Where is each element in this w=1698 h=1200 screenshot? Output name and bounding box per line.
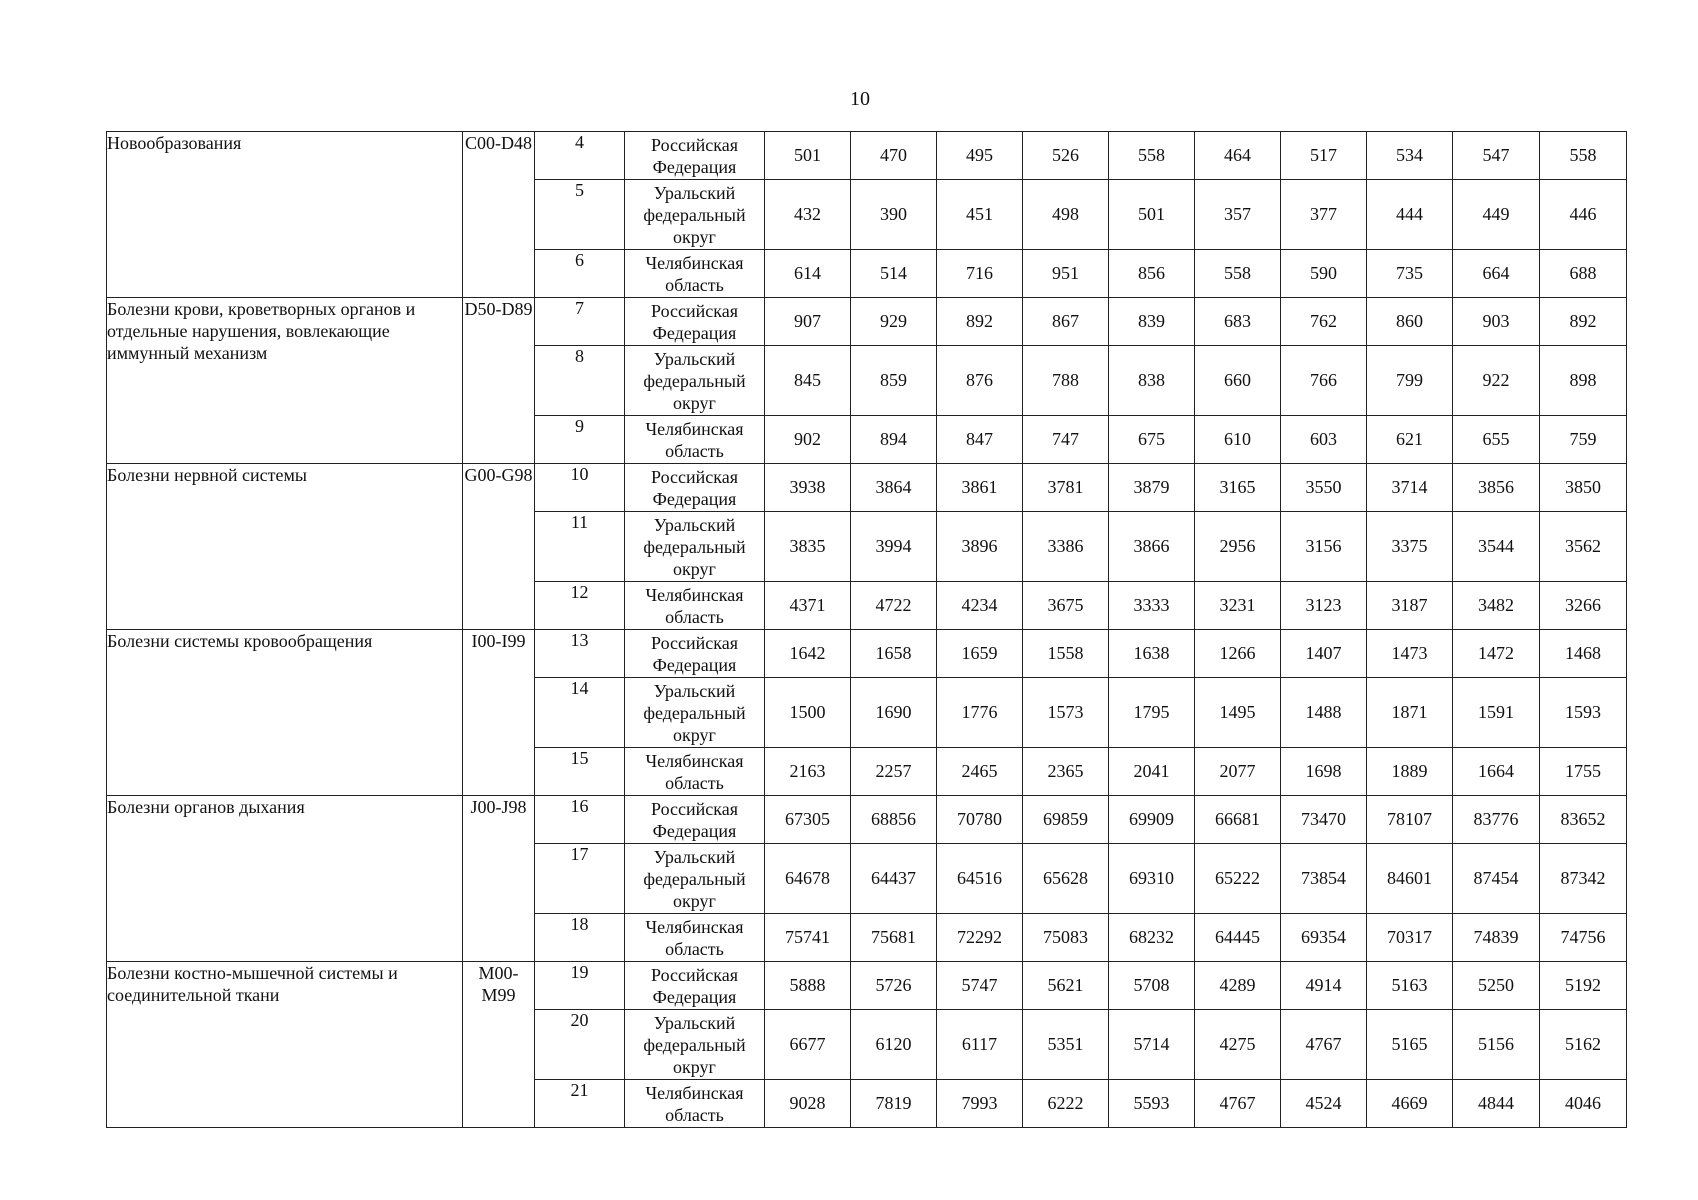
value-cell: 5250: [1453, 962, 1540, 1010]
disease-name-cell: Болезни крови, кроветворных органов и отдельные нарушения, вовлекающие иммунный механизм: [107, 298, 463, 464]
value-cell: 390: [851, 180, 937, 250]
value-cell: 3781: [1023, 464, 1109, 512]
value-cell: 1698: [1281, 748, 1367, 796]
value-cell: 898: [1540, 346, 1627, 416]
value-cell: 4844: [1453, 1080, 1540, 1128]
value-cell: 69859: [1023, 796, 1109, 844]
value-cell: 5351: [1023, 1010, 1109, 1080]
row-number-cell: 11: [535, 512, 625, 582]
page-number: 10: [850, 88, 870, 110]
icd-code-cell: C00-D48: [463, 132, 535, 298]
icd-code-cell: M00-M99: [463, 962, 535, 1128]
value-cell: 64678: [765, 844, 851, 914]
value-cell: 470: [851, 132, 937, 180]
table-row: [107, 298, 1627, 346]
value-cell: 451: [937, 180, 1023, 250]
row-number-cell: 15: [535, 748, 625, 796]
value-cell: 449: [1453, 180, 1540, 250]
value-cell: 501: [765, 132, 851, 180]
value-cell: 1755: [1540, 748, 1627, 796]
value-cell: 660: [1195, 346, 1281, 416]
row-number-cell: 18: [535, 914, 625, 962]
value-cell: 688: [1540, 250, 1627, 298]
icd-code-cell: J00-J98: [463, 796, 535, 962]
region-cell: Российская Федерация: [625, 962, 765, 1010]
row-number-cell: 12: [535, 582, 625, 630]
disease-name-cell: Болезни нервной системы: [107, 464, 463, 630]
value-cell: 83652: [1540, 796, 1627, 844]
value-cell: 1495: [1195, 678, 1281, 748]
value-cell: 3562: [1540, 512, 1627, 582]
value-cell: 1472: [1453, 630, 1540, 678]
region-cell: Российская Федерация: [625, 132, 765, 180]
value-cell: 446: [1540, 180, 1627, 250]
value-cell: 2956: [1195, 512, 1281, 582]
value-cell: 73470: [1281, 796, 1367, 844]
value-cell: 5165: [1367, 1010, 1453, 1080]
value-cell: 1638: [1109, 630, 1195, 678]
value-cell: 432: [765, 180, 851, 250]
region-cell: Челябинская область: [625, 1080, 765, 1128]
value-cell: 558: [1109, 132, 1195, 180]
value-cell: 514: [851, 250, 937, 298]
value-cell: 495: [937, 132, 1023, 180]
value-cell: 5163: [1367, 962, 1453, 1010]
value-cell: 1889: [1367, 748, 1453, 796]
value-cell: 2163: [765, 748, 851, 796]
value-cell: 75681: [851, 914, 937, 962]
value-cell: 716: [937, 250, 1023, 298]
row-number-cell: 21: [535, 1080, 625, 1128]
region-cell: Уральский федеральный округ: [625, 844, 765, 914]
value-cell: 78107: [1367, 796, 1453, 844]
value-cell: 683: [1195, 298, 1281, 346]
value-cell: 3938: [765, 464, 851, 512]
value-cell: 84601: [1367, 844, 1453, 914]
value-cell: 1659: [937, 630, 1023, 678]
value-cell: 838: [1109, 346, 1195, 416]
value-cell: 1488: [1281, 678, 1367, 748]
value-cell: 69310: [1109, 844, 1195, 914]
value-cell: 4669: [1367, 1080, 1453, 1128]
value-cell: 1593: [1540, 678, 1627, 748]
value-cell: 5162: [1540, 1010, 1627, 1080]
disease-name-cell: Новообразования: [107, 132, 463, 298]
value-cell: 1558: [1023, 630, 1109, 678]
value-cell: 75741: [765, 914, 851, 962]
value-cell: 3266: [1540, 582, 1627, 630]
value-cell: 1468: [1540, 630, 1627, 678]
table-row: [107, 464, 1627, 512]
value-cell: 517: [1281, 132, 1367, 180]
value-cell: 907: [765, 298, 851, 346]
row-number-cell: 4: [535, 132, 625, 180]
value-cell: 70317: [1367, 914, 1453, 962]
value-cell: 903: [1453, 298, 1540, 346]
value-cell: 3482: [1453, 582, 1540, 630]
value-cell: 4524: [1281, 1080, 1367, 1128]
value-cell: 7993: [937, 1080, 1023, 1128]
value-cell: 5888: [765, 962, 851, 1010]
value-cell: 610: [1195, 416, 1281, 464]
value-cell: 74839: [1453, 914, 1540, 962]
value-cell: 534: [1367, 132, 1453, 180]
disease-name-cell: Болезни системы кровообращения: [107, 630, 463, 796]
value-cell: 464: [1195, 132, 1281, 180]
disease-name-cell: Болезни органов дыхания: [107, 796, 463, 962]
table-row: [107, 962, 1627, 1010]
value-cell: 621: [1367, 416, 1453, 464]
value-cell: 3896: [937, 512, 1023, 582]
value-cell: 5726: [851, 962, 937, 1010]
value-cell: 3856: [1453, 464, 1540, 512]
value-cell: 747: [1023, 416, 1109, 464]
region-cell: Челябинская область: [625, 914, 765, 962]
row-number-cell: 14: [535, 678, 625, 748]
region-cell: Российская Федерация: [625, 630, 765, 678]
value-cell: 759: [1540, 416, 1627, 464]
region-cell: Челябинская область: [625, 416, 765, 464]
value-cell: 1573: [1023, 678, 1109, 748]
value-cell: 83776: [1453, 796, 1540, 844]
value-cell: 75083: [1023, 914, 1109, 962]
value-cell: 1500: [765, 678, 851, 748]
value-cell: 501: [1109, 180, 1195, 250]
value-cell: 4234: [937, 582, 1023, 630]
row-number-cell: 20: [535, 1010, 625, 1080]
value-cell: 614: [765, 250, 851, 298]
value-cell: 444: [1367, 180, 1453, 250]
value-cell: 1664: [1453, 748, 1540, 796]
row-number-cell: 7: [535, 298, 625, 346]
value-cell: 72292: [937, 914, 1023, 962]
value-cell: 860: [1367, 298, 1453, 346]
value-cell: 5593: [1109, 1080, 1195, 1128]
value-cell: 892: [937, 298, 1023, 346]
value-cell: 2041: [1109, 748, 1195, 796]
value-cell: 87342: [1540, 844, 1627, 914]
row-number-cell: 16: [535, 796, 625, 844]
value-cell: 4371: [765, 582, 851, 630]
value-cell: 4722: [851, 582, 937, 630]
value-cell: 4046: [1540, 1080, 1627, 1128]
value-cell: 922: [1453, 346, 1540, 416]
value-cell: 845: [765, 346, 851, 416]
value-cell: 3879: [1109, 464, 1195, 512]
value-cell: 766: [1281, 346, 1367, 416]
value-cell: 1407: [1281, 630, 1367, 678]
value-cell: 1658: [851, 630, 937, 678]
value-cell: 603: [1281, 416, 1367, 464]
value-cell: 3375: [1367, 512, 1453, 582]
value-cell: 3864: [851, 464, 937, 512]
value-cell: 3714: [1367, 464, 1453, 512]
row-number-cell: 17: [535, 844, 625, 914]
value-cell: 69354: [1281, 914, 1367, 962]
value-cell: 6222: [1023, 1080, 1109, 1128]
value-cell: 2077: [1195, 748, 1281, 796]
value-cell: 65628: [1023, 844, 1109, 914]
value-cell: 735: [1367, 250, 1453, 298]
value-cell: 498: [1023, 180, 1109, 250]
value-cell: 67305: [765, 796, 851, 844]
value-cell: 3550: [1281, 464, 1367, 512]
value-cell: 73854: [1281, 844, 1367, 914]
value-cell: 2365: [1023, 748, 1109, 796]
value-cell: 64437: [851, 844, 937, 914]
value-cell: 762: [1281, 298, 1367, 346]
value-cell: 3850: [1540, 464, 1627, 512]
value-cell: 5747: [937, 962, 1023, 1010]
value-cell: 70780: [937, 796, 1023, 844]
value-cell: 3994: [851, 512, 937, 582]
value-cell: 68856: [851, 796, 937, 844]
value-cell: 5708: [1109, 962, 1195, 1010]
value-cell: 65222: [1195, 844, 1281, 914]
row-number-cell: 8: [535, 346, 625, 416]
row-number-cell: 6: [535, 250, 625, 298]
value-cell: 3866: [1109, 512, 1195, 582]
value-cell: 69909: [1109, 796, 1195, 844]
value-cell: 1642: [765, 630, 851, 678]
value-cell: 9028: [765, 1080, 851, 1128]
region-cell: Уральский федеральный округ: [625, 512, 765, 582]
value-cell: 664: [1453, 250, 1540, 298]
value-cell: 64516: [937, 844, 1023, 914]
value-cell: 1795: [1109, 678, 1195, 748]
morbidity-table: [106, 131, 1627, 1128]
value-cell: 1871: [1367, 678, 1453, 748]
value-cell: 526: [1023, 132, 1109, 180]
row-number-cell: 9: [535, 416, 625, 464]
value-cell: 876: [937, 346, 1023, 416]
value-cell: 2465: [937, 748, 1023, 796]
value-cell: 799: [1367, 346, 1453, 416]
region-cell: Челябинская область: [625, 250, 765, 298]
value-cell: 902: [765, 416, 851, 464]
value-cell: 74756: [1540, 914, 1627, 962]
region-cell: Российская Федерация: [625, 464, 765, 512]
value-cell: 4275: [1195, 1010, 1281, 1080]
value-cell: 856: [1109, 250, 1195, 298]
value-cell: 3156: [1281, 512, 1367, 582]
value-cell: 377: [1281, 180, 1367, 250]
value-cell: 4767: [1195, 1080, 1281, 1128]
value-cell: 5621: [1023, 962, 1109, 1010]
region-cell: Челябинская область: [625, 582, 765, 630]
value-cell: 655: [1453, 416, 1540, 464]
value-cell: 590: [1281, 250, 1367, 298]
value-cell: 3187: [1367, 582, 1453, 630]
row-number-cell: 19: [535, 962, 625, 1010]
region-cell: Уральский федеральный округ: [625, 1010, 765, 1080]
value-cell: 5192: [1540, 962, 1627, 1010]
value-cell: 5156: [1453, 1010, 1540, 1080]
value-cell: 1776: [937, 678, 1023, 748]
region-cell: Российская Федерация: [625, 796, 765, 844]
value-cell: 2257: [851, 748, 937, 796]
value-cell: 3333: [1109, 582, 1195, 630]
value-cell: 951: [1023, 250, 1109, 298]
value-cell: 7819: [851, 1080, 937, 1128]
region-cell: Российская Федерация: [625, 298, 765, 346]
value-cell: 1690: [851, 678, 937, 748]
value-cell: 6120: [851, 1010, 937, 1080]
region-cell: Уральский федеральный округ: [625, 180, 765, 250]
value-cell: 1591: [1453, 678, 1540, 748]
value-cell: 1266: [1195, 630, 1281, 678]
value-cell: 929: [851, 298, 937, 346]
value-cell: 3386: [1023, 512, 1109, 582]
row-number-cell: 10: [535, 464, 625, 512]
value-cell: 839: [1109, 298, 1195, 346]
value-cell: 894: [851, 416, 937, 464]
value-cell: 66681: [1195, 796, 1281, 844]
icd-code-cell: D50-D89: [463, 298, 535, 464]
table-row: [107, 796, 1627, 844]
value-cell: 558: [1540, 132, 1627, 180]
disease-name-cell: Болезни костно-мышечной системы и соединительной ткани: [107, 962, 463, 1128]
value-cell: 867: [1023, 298, 1109, 346]
region-cell: Челябинская область: [625, 748, 765, 796]
value-cell: 4914: [1281, 962, 1367, 1010]
region-cell: Уральский федеральный округ: [625, 346, 765, 416]
icd-code-cell: I00-I99: [463, 630, 535, 796]
value-cell: 3231: [1195, 582, 1281, 630]
value-cell: 4289: [1195, 962, 1281, 1010]
icd-code-cell: G00-G98: [463, 464, 535, 630]
value-cell: 357: [1195, 180, 1281, 250]
value-cell: 3544: [1453, 512, 1540, 582]
value-cell: 6677: [765, 1010, 851, 1080]
value-cell: 68232: [1109, 914, 1195, 962]
value-cell: 859: [851, 346, 937, 416]
value-cell: 3835: [765, 512, 851, 582]
value-cell: 4767: [1281, 1010, 1367, 1080]
region-cell: Уральский федеральный округ: [625, 678, 765, 748]
value-cell: 847: [937, 416, 1023, 464]
value-cell: 675: [1109, 416, 1195, 464]
value-cell: 547: [1453, 132, 1540, 180]
value-cell: 558: [1195, 250, 1281, 298]
value-cell: 64445: [1195, 914, 1281, 962]
table-row: [107, 132, 1627, 180]
value-cell: 3165: [1195, 464, 1281, 512]
value-cell: 3861: [937, 464, 1023, 512]
value-cell: 87454: [1453, 844, 1540, 914]
row-number-cell: 5: [535, 180, 625, 250]
value-cell: 788: [1023, 346, 1109, 416]
value-cell: 892: [1540, 298, 1627, 346]
value-cell: 1473: [1367, 630, 1453, 678]
value-cell: 3675: [1023, 582, 1109, 630]
value-cell: 3123: [1281, 582, 1367, 630]
table-row: [107, 630, 1627, 678]
row-number-cell: 13: [535, 630, 625, 678]
value-cell: 6117: [937, 1010, 1023, 1080]
value-cell: 5714: [1109, 1010, 1195, 1080]
